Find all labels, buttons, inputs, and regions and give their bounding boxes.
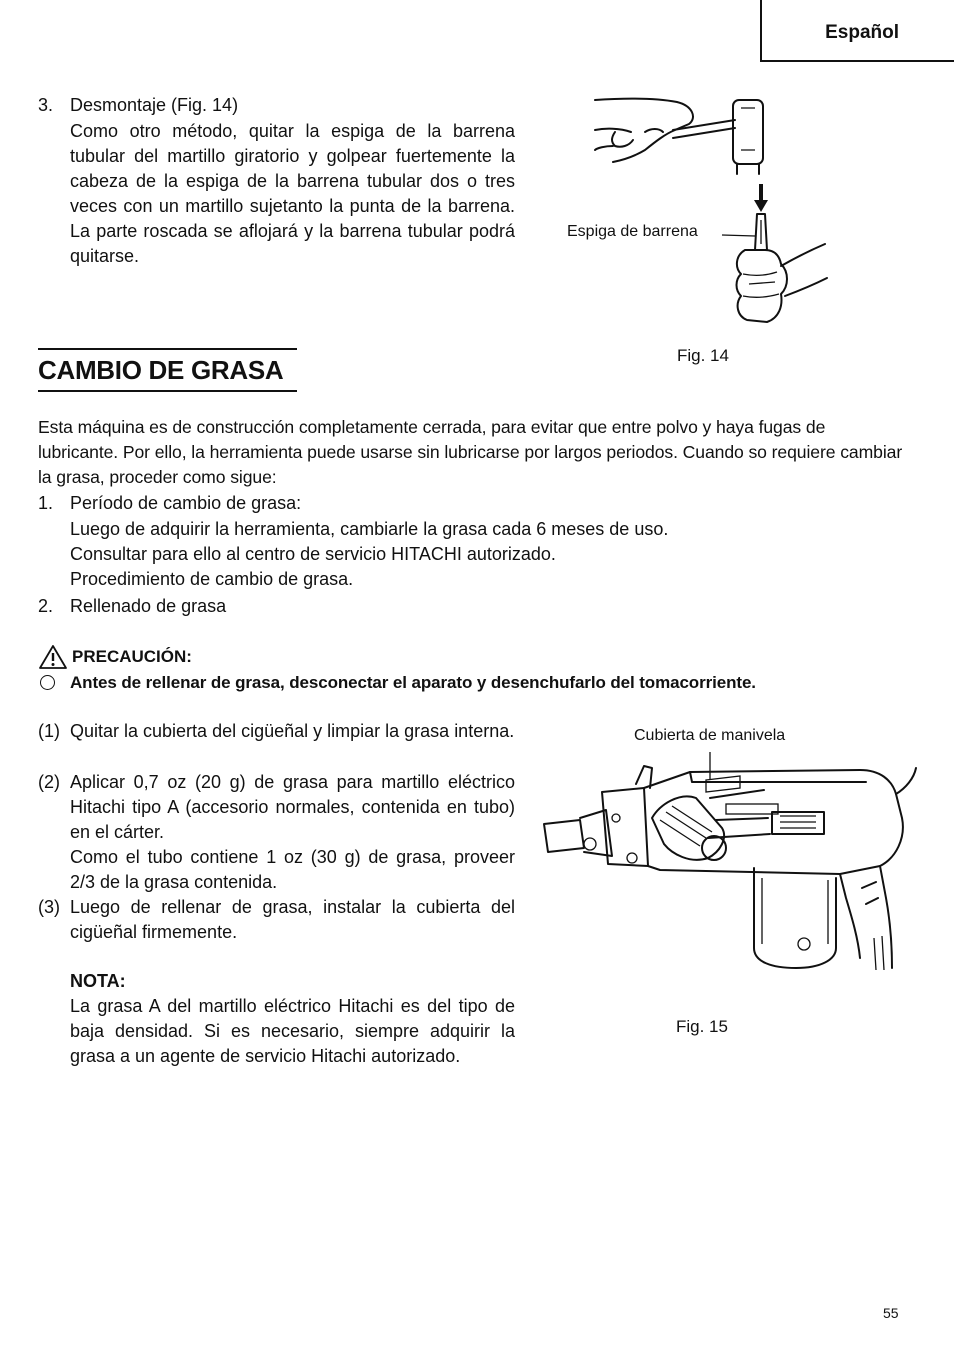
step2-number: (2) — [38, 772, 60, 792]
fig14-illustration — [585, 90, 835, 330]
language-label: Español — [825, 22, 899, 43]
caution-text: Antes de rellenar de grasa, desconectar el aparato y desenchufarlo del tomacorriente. — [70, 673, 756, 692]
step3-text: Luego de rellenar de grasa, instalar la cubierta del cigüeñal firmemente. — [70, 897, 515, 942]
item1-line-3: Procedimiento de cambio de grasa. — [70, 569, 354, 589]
section3-number: 3. — [38, 95, 54, 115]
item2-heading: Rellenado de grasa — [70, 596, 227, 616]
note-label-colon: : — [119, 971, 126, 991]
caution-label-text: PRECAUCIÓN — [72, 647, 187, 666]
grease-intro: Esta máquina es de construcción completamente cerrada, para evitar que entre polvo y haya fugas de lubricante. Por ello, la herramienta puede usarse sin lubricarse por largos periodos. Cuando so requiere cambiar la grasa, proceder como sigue: — [38, 417, 903, 487]
item2-number: 2. — [38, 596, 54, 616]
step2-text: Aplicar 0,7 oz (20 g) de grasa para martillo eléctrico Hitachi tipo A (accesorio normales, contenida en tubo) en el cárter. — [70, 772, 515, 842]
step1-number: (1) — [38, 721, 60, 741]
fig15-caption: Fig. 15 — [676, 1017, 728, 1036]
item1-line-1: Luego de adquirir la herramienta, cambiarle la grasa cada 6 meses de uso. — [70, 519, 669, 539]
step3-number: (3) — [38, 897, 60, 917]
page-number: 55 — [883, 1305, 899, 1321]
fig14-label: Espiga de barrena — [567, 223, 698, 240]
fig15-label: Cubierta de manivela — [634, 727, 786, 744]
caution-label-colon: : — [186, 647, 192, 666]
fig15-illustration — [540, 748, 920, 978]
language-tab — [760, 0, 954, 62]
note-label-text: NOTA — [70, 971, 120, 991]
section3-body: Como otro método, quitar la espiga de la barrena tubular del martillo giratorio y golpear fuertemente la cabeza de la espiga de la barrena tubular dos o tres veces con un martillo sujetanto la punta de la barrena. La parte roscada se aflojará y la barrena tubular podrá quitarse. — [70, 121, 515, 266]
caution-label — [72, 647, 192, 667]
warning-icon — [38, 644, 68, 670]
section-title: CAMBIO DE GRASA — [38, 348, 297, 392]
item1-line-2: Consultar para ello al centro de servicio HITACHI autorizado. — [70, 544, 556, 564]
fig14-caption: Fig. 14 — [677, 346, 729, 365]
step1-text: Quitar la cubierta del cigüeñal y limpiar la grasa interna. — [70, 721, 515, 741]
note-text: La grasa A del martillo eléctrico Hitachi es del tipo de baja densidad. Si es necesario, siempre adquirir la grasa a un agente de servicio Hitachi autorizado. — [70, 996, 515, 1066]
item1-number: 1. — [38, 493, 54, 513]
circle-bullet-icon — [40, 675, 55, 690]
note-label — [70, 969, 126, 994]
section3-heading: Desmontaje (Fig. 14) — [70, 95, 239, 115]
item1-heading: Período de cambio de grasa: — [70, 493, 302, 513]
step2-extra: Como el tubo contiene 1 oz (30 g) de grasa, proveer 2/3 de la grasa contenida. — [70, 847, 515, 892]
